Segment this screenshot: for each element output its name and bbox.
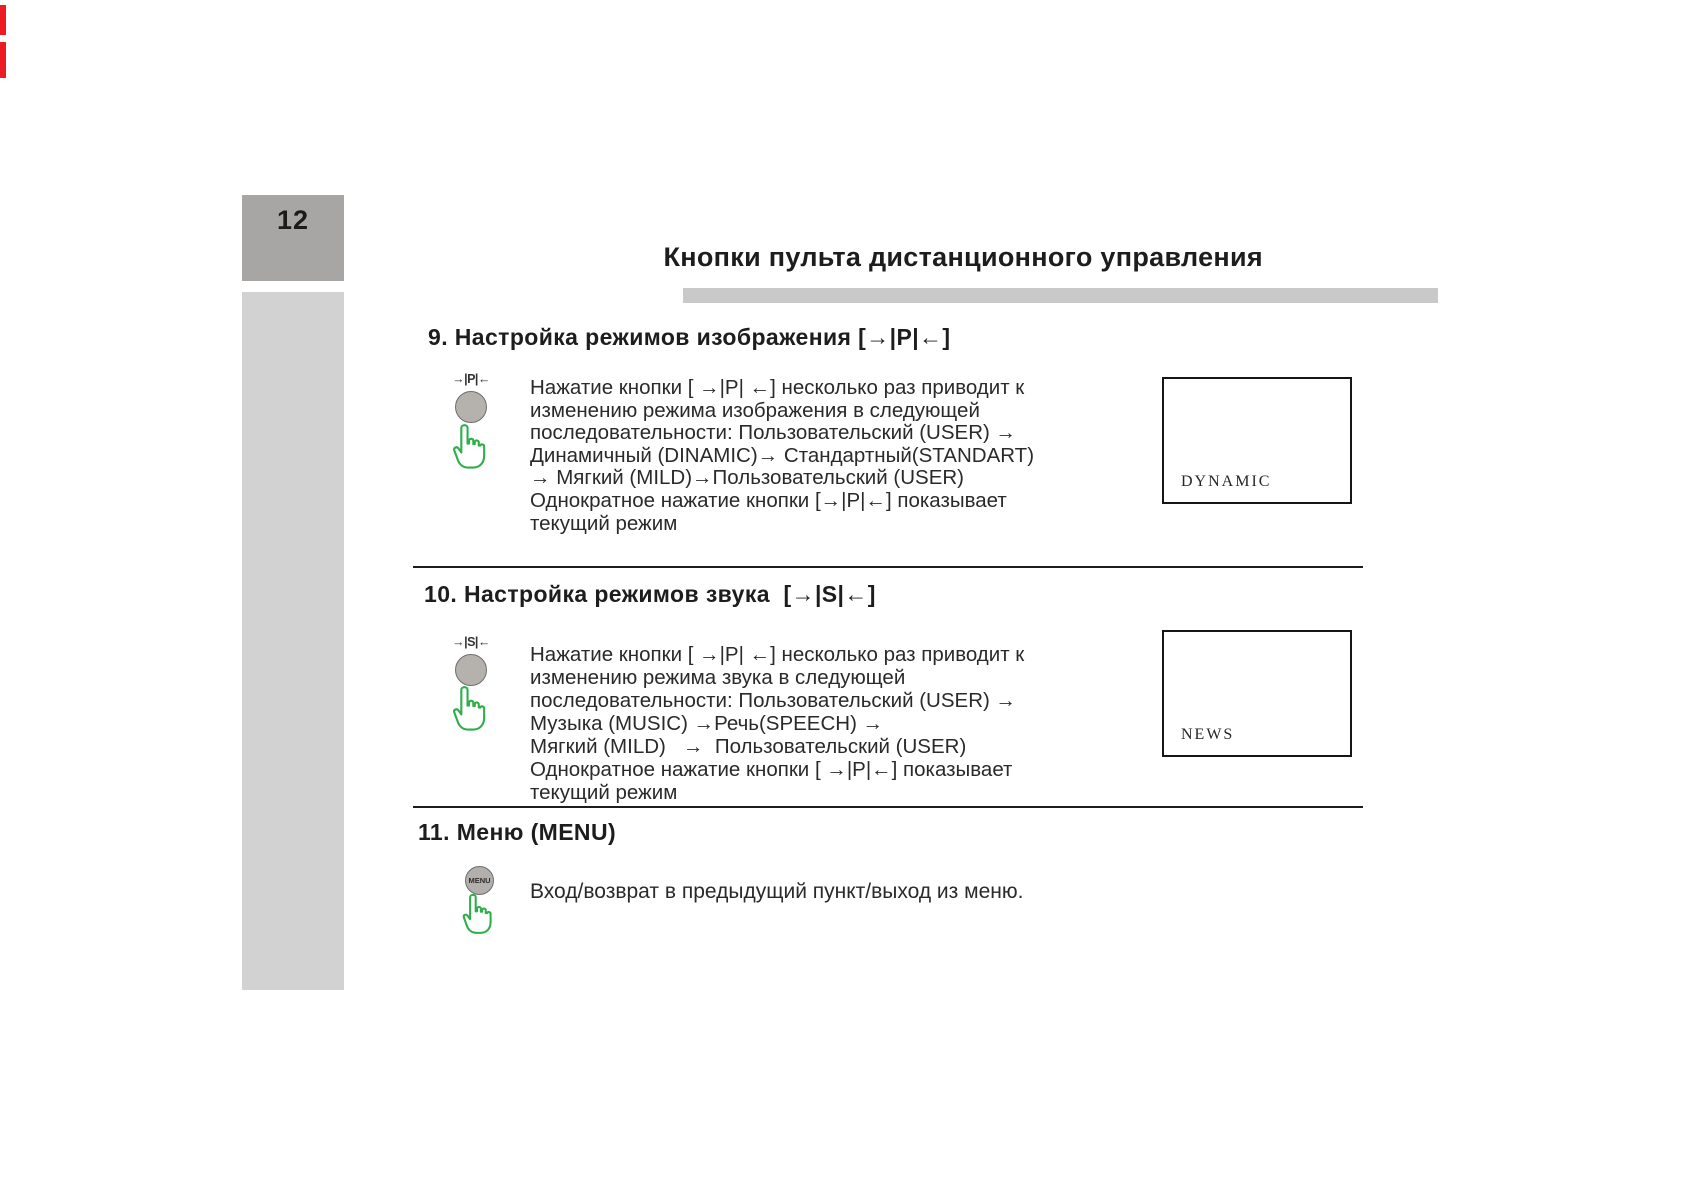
section-11-description: Вход/возврат в предыдущий пункт/выход из меню. [530, 880, 1024, 903]
text-line: изменению режима изображения в следующей [530, 398, 980, 422]
header-underline-bar [683, 288, 1438, 303]
section-11-heading: 11. Меню (MENU) [418, 819, 617, 845]
tv-screen-illustration [1162, 377, 1352, 504]
text-line: Музыка (MUSIC) →Речь(SPEECH) → [530, 712, 884, 735]
text-line: Нажатие кнопки [ →|P| ←] несколько раз приводит к [530, 376, 1025, 399]
text-line: последовательности: Пользовательский (USER) → [530, 421, 1017, 445]
text-line: последовательности: Пользовательский (USER) → [530, 689, 1017, 712]
section-divider [413, 806, 1363, 808]
text-line: Мягкий (MILD) → Пользовательский (USER) [530, 735, 967, 758]
picture-mode-button-icon [455, 391, 487, 423]
scan-edge-mark [0, 42, 6, 78]
picture-mode-button-label: →|P|← [452, 372, 490, 386]
menu-button-label: MENU [468, 876, 491, 885]
sound-mode-button-label: →|S|← [452, 635, 490, 649]
text-line: изменению режима звука в следующей [530, 666, 906, 689]
section-9-description [530, 377, 1034, 535]
text-line: → Мягкий (MILD)→Пользовательский (USER) [530, 466, 965, 490]
text-line: текущий режим [530, 781, 678, 804]
section-10-description [530, 643, 1024, 804]
text-line: текущий режим [530, 511, 678, 535]
page-title: Кнопки пульта дистанционного управления [663, 242, 1263, 272]
osd-mode-label: DYNAMIC [1181, 473, 1272, 490]
sidebar-bar [242, 292, 344, 990]
sound-mode-button-icon [455, 654, 487, 686]
page-number-box [242, 195, 344, 281]
hand-pointer-icon [446, 422, 492, 470]
section-9-heading: 9. Настройка режимов изображения [→|P|←] [428, 324, 951, 350]
text-line: Динамичный (DINAMIC)→ Стандартный(STANDART) [530, 443, 1035, 467]
text-line: Нажатие кнопки [ →|P| ←] несколько раз приводит к [530, 643, 1025, 666]
text-line: Однократное нажатие кнопки [ →|P|←] показывает [530, 758, 1013, 781]
hand-pointer-icon [446, 684, 492, 732]
scan-edge-mark [0, 5, 6, 35]
section-divider [413, 566, 1363, 568]
page-number: 12 [276, 205, 310, 235]
tv-screen-illustration [1162, 630, 1352, 757]
text-line: Однократное нажатие кнопки [→|P|←] показывает [530, 488, 1007, 512]
section-10-heading: 10. Настройка режимов звука [→|S|←] [424, 581, 876, 607]
menu-button-icon [465, 866, 494, 895]
osd-mode-label: NEWS [1181, 726, 1235, 743]
hand-pointer-icon [457, 892, 497, 935]
